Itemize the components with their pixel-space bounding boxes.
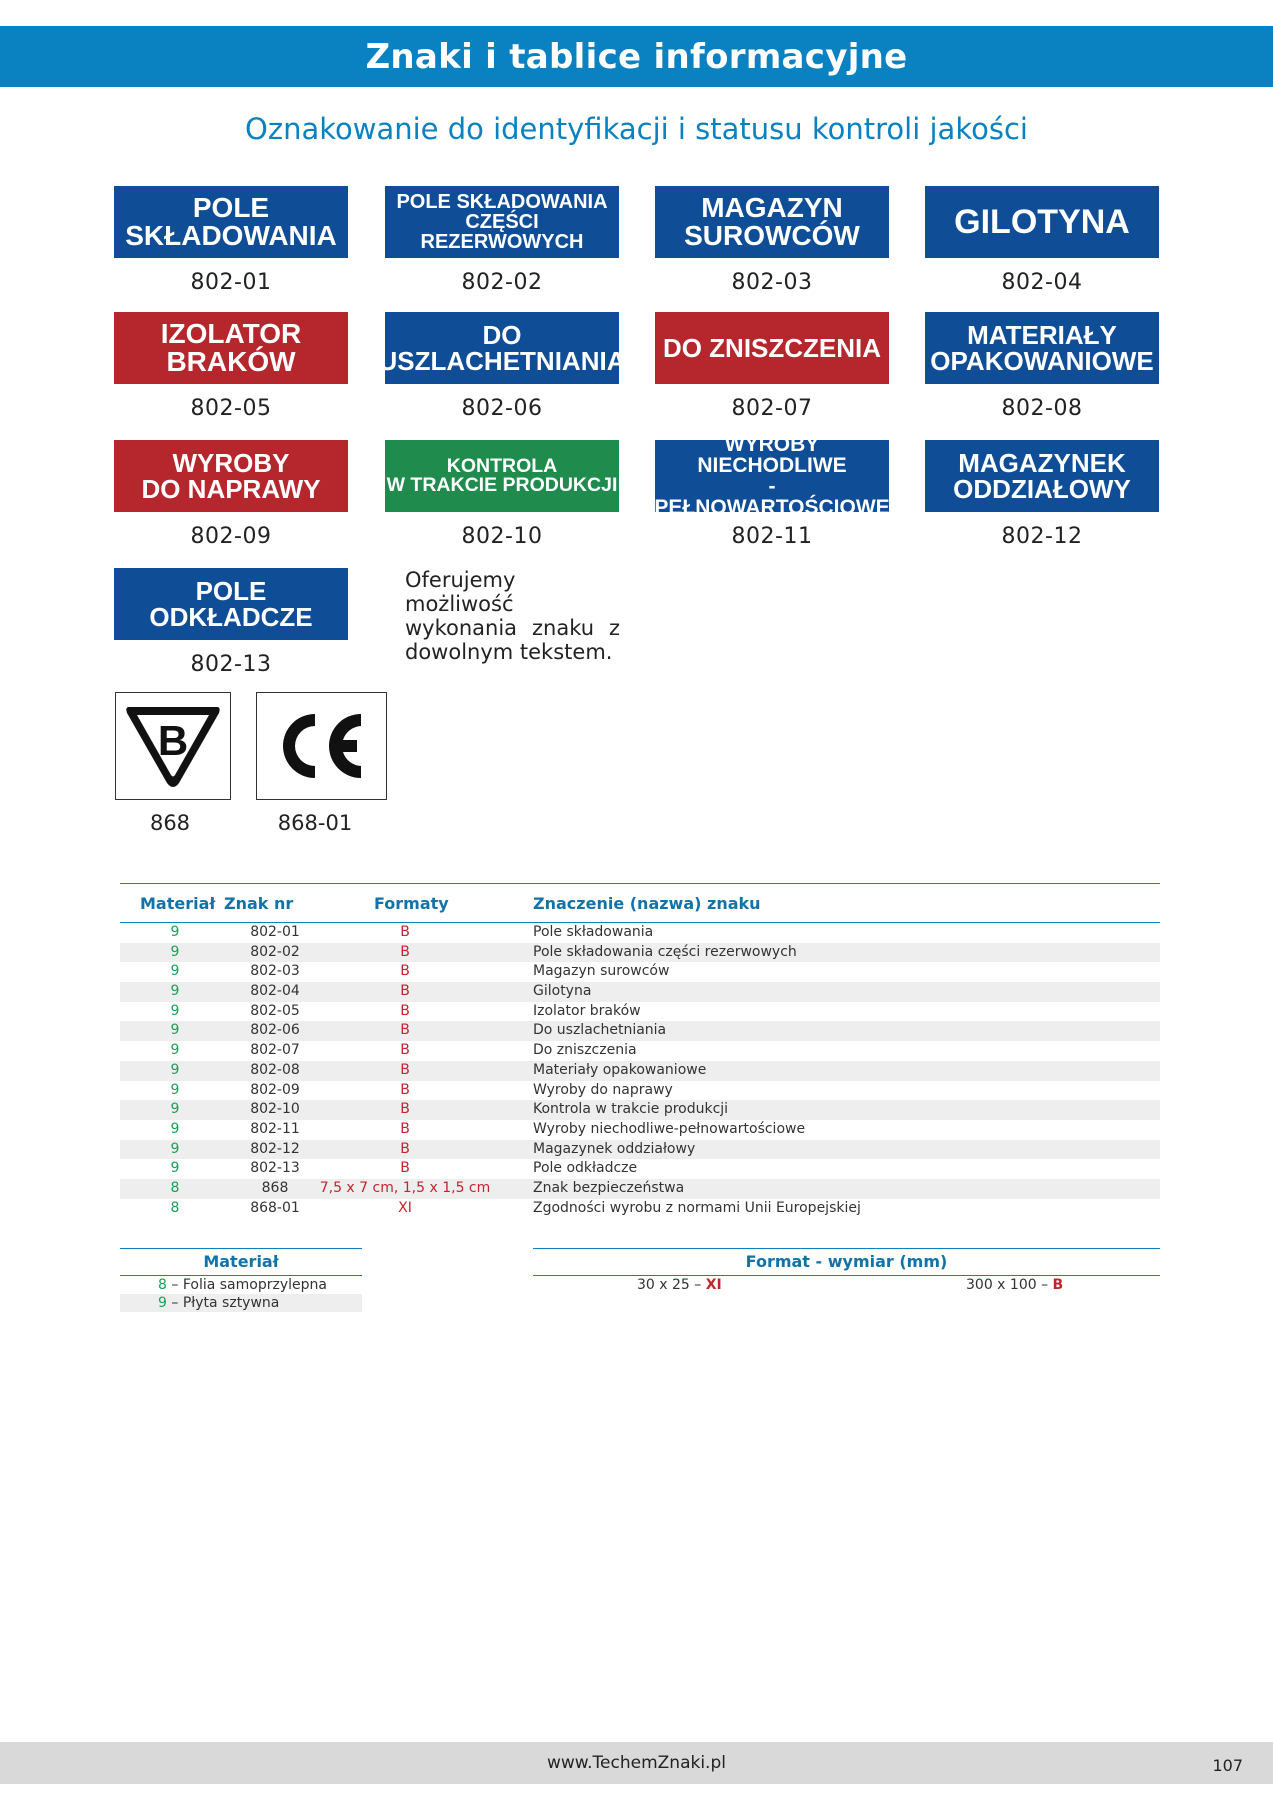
sign-code: 802-07: [731, 396, 813, 421]
cell-material: 9: [170, 924, 180, 940]
table-row: [120, 1199, 1160, 1219]
sign-text-line: DO: [482, 320, 522, 350]
cell-nr: 802-06: [250, 1022, 300, 1039]
cell-format: B: [400, 1160, 410, 1177]
sign-text-line: MAGAZYNEK: [958, 448, 1126, 478]
material-num: 9: [158, 1295, 167, 1311]
sign-text-line: ODDZIAŁOWY: [953, 474, 1131, 504]
cell-name: Izolator braków: [533, 1002, 641, 1019]
sign-802-13: [114, 568, 348, 640]
cell-nr: 868: [261, 1179, 289, 1196]
cell-format: B: [400, 1140, 410, 1157]
table-row: [120, 1100, 1160, 1120]
cell-name: Do zniszczenia: [533, 1042, 637, 1059]
cell-name: Zgodności wyrobu z normami Unii Europejskiej: [533, 1199, 861, 1216]
table-row: [120, 1021, 1160, 1041]
sign-802-01: [114, 186, 348, 258]
sign-code: 802-12: [1001, 524, 1083, 549]
format-code: B: [1052, 1277, 1064, 1293]
table-body: [120, 923, 1160, 1218]
table-row: [120, 1002, 1160, 1022]
sign-text-line: WYROBY: [172, 448, 290, 478]
cell-nr: 802-02: [250, 943, 300, 960]
cell-nr: 802-03: [250, 963, 300, 980]
table-row: [120, 1081, 1160, 1101]
cell-name: Magazyn surowców: [533, 963, 670, 980]
cell-material: 9: [170, 1120, 180, 1137]
sign-text-line: DO ZNISZCZENIA: [662, 333, 882, 363]
sign-802-04: [925, 186, 1159, 258]
sign-text-line: SKŁADOWANIA: [125, 220, 337, 251]
sign-802-05: [114, 312, 348, 384]
format-legend-item: [966, 1276, 1063, 1294]
format-size: 30 x 25 –: [637, 1277, 706, 1293]
cell-format: 7,5 x 7 cm, 1,5 x 1,5 cm: [319, 1179, 491, 1196]
sign-802-12: [925, 440, 1159, 512]
cell-material: 9: [170, 1002, 180, 1019]
format-code: XI: [705, 1277, 722, 1293]
sign-code: 802-05: [190, 396, 272, 421]
cell-material: 9: [170, 1061, 180, 1078]
cell-nr: 802-08: [250, 1061, 300, 1078]
material-label: – Folia samoprzylepna: [166, 1277, 327, 1293]
cell-material: 9: [170, 1140, 180, 1157]
cell-format: B: [400, 1022, 410, 1039]
table-row: [120, 962, 1160, 982]
sign-text-line: BRAKÓW: [166, 346, 296, 377]
page-title: Znaki i tablice informacyjne: [365, 36, 908, 77]
format-size: 300 x 100 –: [966, 1277, 1053, 1293]
cell-format: B: [400, 1042, 410, 1059]
cell-material: 9: [170, 1022, 180, 1039]
footer-url[interactable]: www.TechemZnaki.pl: [547, 1753, 726, 1773]
cell-material: 9: [170, 1042, 180, 1059]
format-legend-title: Format - wymiar (mm): [533, 1248, 1160, 1276]
table-row: [120, 1179, 1160, 1199]
symbol-code-868: 868: [149, 811, 191, 835]
sign-text-line: ODKŁADCZE: [149, 602, 313, 632]
cell-format: B: [400, 963, 410, 980]
cell-material: 9: [170, 963, 180, 980]
sign-802-09: [114, 440, 348, 512]
cell-nr: 802-10: [250, 1101, 300, 1118]
cell-nr: 802-01: [250, 924, 300, 940]
sign-802-11: [654, 433, 890, 519]
cell-format: B: [400, 983, 410, 1000]
sign-code: 802-13: [190, 652, 272, 677]
cell-format: B: [400, 943, 410, 960]
sign-802-10: [385, 440, 619, 512]
table-row: [120, 1140, 1160, 1160]
sign-text-line: MAGAZYN: [701, 192, 843, 223]
sign-text-line: WYROBY NIECHODLIWE: [697, 433, 847, 477]
table-row: [120, 1061, 1160, 1081]
cell-name: Magazynek oddziałowy: [533, 1140, 696, 1157]
sign-text-line: CZĘŚCI: [465, 211, 539, 233]
sign-802-06: [378, 312, 626, 384]
table-row: [120, 1159, 1160, 1179]
col-formats: Formaty: [374, 894, 449, 913]
cell-nr: 802-05: [250, 1002, 300, 1019]
cell-format: B: [400, 924, 410, 940]
sign-text-line: POLE: [195, 576, 267, 606]
sign-text-line: OPAKOWANIOWE: [930, 346, 1154, 376]
cell-format: B: [400, 1101, 410, 1118]
sign-text-line: GILOTYNA: [954, 203, 1130, 241]
material-legend-item: [120, 1276, 362, 1294]
sign-code: 802-02: [461, 270, 543, 295]
symbol-868: [115, 692, 231, 800]
sign-802-02: [385, 186, 619, 258]
cell-format: B: [400, 1061, 410, 1078]
cell-format: B: [400, 1002, 410, 1019]
col-meaning: Znaczenie (nazwa) znaku: [533, 894, 761, 913]
symbol-868-01: [256, 692, 387, 800]
sign-text-line: SUROWCÓW: [684, 220, 860, 251]
sign-text-line: USZLACHETNIANIA: [378, 346, 626, 376]
cell-name: Wyroby do naprawy: [533, 1081, 673, 1098]
sign-802-07: [655, 312, 889, 384]
sign-text-line: IZOLATOR: [160, 318, 302, 349]
sign-code: 802-01: [190, 270, 272, 295]
material-legend-item: [120, 1294, 362, 1312]
sign-code: 802-04: [1001, 270, 1083, 295]
sign-802-03: [655, 186, 889, 258]
cell-name: Do uszlachetniania: [533, 1022, 667, 1039]
cell-material: 9: [170, 943, 180, 960]
material-num: 8: [158, 1277, 167, 1293]
table-row: [120, 1041, 1160, 1061]
cell-name: Pole odkładcze: [533, 1160, 638, 1177]
sign-text-line: POLE: [192, 192, 270, 223]
cell-material: 9: [170, 1160, 180, 1177]
sign-text-line: -PEŁNOWARTOŚCIOWE: [654, 475, 890, 519]
cell-material: 8: [170, 1199, 180, 1216]
sign-text-line: POLE SKŁADOWANIA: [396, 191, 608, 213]
cell-nr: 802-04: [250, 983, 300, 1000]
cell-nr: 802-12: [250, 1140, 300, 1157]
cell-nr: 802-07: [250, 1042, 300, 1059]
cell-name: Kontrola w trakcie produkcji: [533, 1101, 729, 1118]
table-row: [120, 923, 1160, 943]
cell-name: Pole składowania: [533, 924, 654, 940]
page-subtitle: Oznakowanie do identyfikacji i statusu kontroli jakości: [245, 112, 1028, 146]
cell-name: Gilotyna: [533, 983, 592, 1000]
material-label: – Płyta sztywna: [166, 1295, 280, 1311]
material-legend-title: Materiał: [120, 1248, 362, 1276]
header-bar: [0, 26, 1273, 87]
b-letter: B: [157, 717, 189, 764]
table-row: [120, 943, 1160, 963]
col-nr: Znak nr: [224, 894, 294, 913]
cell-material: 9: [170, 1101, 180, 1118]
cell-name: Pole składowania części rezerwowych: [533, 943, 797, 960]
sign-code: 802-08: [1001, 396, 1083, 421]
sign-code: 802-10: [461, 524, 543, 549]
sign-text-line: MATERIAŁY: [967, 320, 1117, 350]
b-triangle-icon: [121, 697, 225, 795]
table-header: [120, 883, 1160, 923]
cell-name: Znak bezpieczeństwa: [533, 1179, 685, 1196]
sign-text-line: DO NAPRAWY: [141, 474, 321, 504]
sign-code: 802-09: [190, 524, 272, 549]
sign-text-line: W TRAKCIE PRODUKCJI: [386, 474, 618, 496]
cell-nr: 868-01: [250, 1199, 300, 1216]
table-row: [120, 1120, 1160, 1140]
cell-nr: 802-11: [250, 1120, 300, 1137]
cell-nr: 802-13: [250, 1160, 300, 1177]
cell-format: XI: [398, 1199, 412, 1216]
sign-code: 802-06: [461, 396, 543, 421]
sign-code: 802-11: [731, 524, 813, 549]
cell-format: B: [400, 1081, 410, 1098]
cell-material: 8: [170, 1179, 180, 1196]
table-row: [120, 982, 1160, 1002]
cell-name: Materiały opakowaniowe: [533, 1061, 707, 1078]
cell-format: B: [400, 1120, 410, 1137]
sign-text-line: REZERWOWYCH: [420, 231, 584, 253]
sign-text-line: KONTROLA: [446, 454, 558, 477]
cell-material: 9: [170, 1081, 180, 1098]
offer-text: Oferujemy możliwość wykonania znaku z dowolnym tekstem.: [405, 568, 620, 664]
ce-mark-icon: [263, 696, 381, 796]
footer: [0, 1742, 1273, 1784]
cell-material: 9: [170, 983, 180, 1000]
sign-code: 802-03: [731, 270, 813, 295]
sign-802-08: [925, 312, 1159, 384]
page-number: 107: [1212, 1756, 1243, 1775]
symbol-code-868-01: 868-01: [277, 811, 353, 835]
cell-name: Wyroby niechodliwe-pełnowartościowe: [533, 1120, 806, 1137]
col-material: Materiał: [140, 894, 216, 913]
format-legend-item: [637, 1276, 722, 1294]
cell-nr: 802-09: [250, 1081, 300, 1098]
